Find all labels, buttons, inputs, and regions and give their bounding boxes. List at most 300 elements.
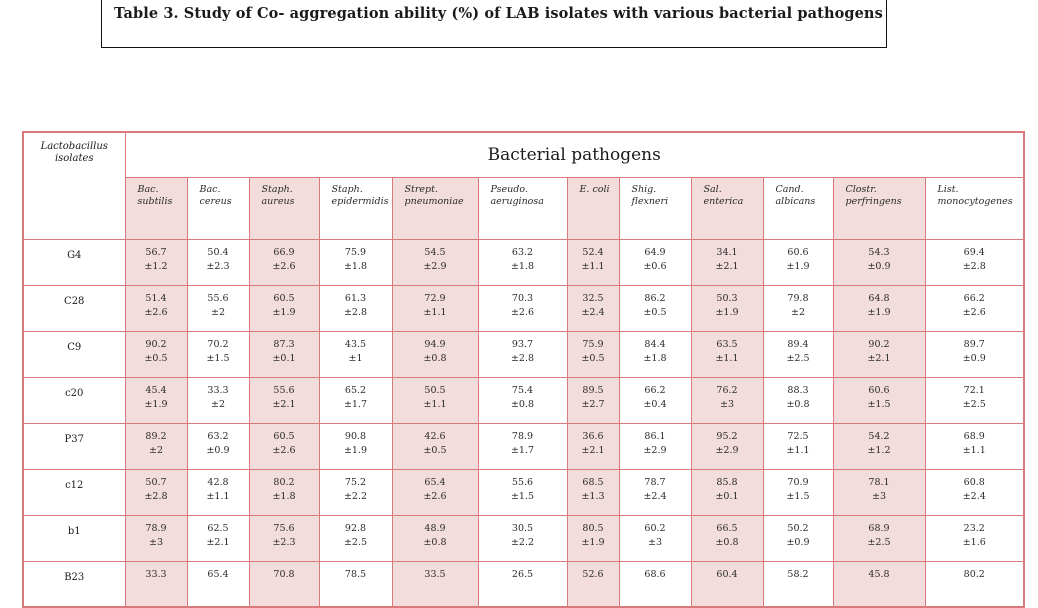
sd-value: ±0.1	[715, 490, 739, 502]
value-cell	[187, 515, 249, 561]
mean-value: 75.9	[344, 246, 367, 258]
sd-value: ±1.7	[510, 444, 535, 456]
pathogen-header: Sal. enterica	[691, 177, 763, 239]
table-row	[23, 469, 1024, 515]
mean-value: 76.2	[716, 384, 738, 396]
mean-value: 63.2	[511, 246, 534, 258]
value-cell	[833, 377, 925, 423]
value-cell	[691, 515, 763, 561]
sd-value: ±1.1	[715, 352, 739, 364]
pathogen-header: Cand. albicans	[763, 177, 833, 239]
value-cell	[249, 561, 319, 607]
value-cell	[763, 515, 833, 561]
sd-value: ±0.5	[423, 444, 447, 456]
sd-value: ±2.4	[581, 306, 605, 318]
value-cell	[249, 285, 319, 331]
value-cell	[125, 285, 187, 331]
mean-value: 36.6	[582, 430, 604, 442]
mean-value: 61.3	[344, 292, 367, 304]
table-row	[23, 377, 1024, 423]
mean-value: 54.2	[868, 430, 890, 442]
value-cell	[187, 469, 249, 515]
pathogen-header: Bac. cereus	[187, 177, 249, 239]
mean-value: 70.9	[787, 476, 809, 488]
mean-value: 56.7	[145, 246, 167, 258]
mean-value: 69.4	[963, 246, 985, 258]
value-cell	[763, 285, 833, 331]
value-cell	[478, 561, 567, 607]
sd-value: ±1.9	[581, 536, 605, 548]
sd-value: ±2.8	[510, 352, 535, 364]
sd-value: ±2.5	[867, 536, 891, 548]
sd-value: ±2.6	[144, 306, 168, 318]
mean-value: 80.2	[963, 568, 985, 580]
value-cell	[567, 469, 619, 515]
mean-value: 95.2	[716, 430, 738, 442]
mean-value: 33.3	[207, 384, 229, 396]
mean-value: 86.2	[644, 292, 666, 304]
mean-value: 90.2	[145, 338, 167, 350]
sd-value: ±0.8	[786, 398, 810, 410]
sd-value: ±3	[871, 490, 886, 502]
value-cell	[392, 285, 478, 331]
value-cell	[833, 561, 925, 607]
sd-value: ±2.1	[206, 536, 230, 548]
mean-value: 78.9	[511, 430, 534, 442]
value-cell	[392, 515, 478, 561]
sd-value: ±2.8	[962, 260, 986, 272]
value-cell	[691, 423, 763, 469]
sd-value: ±1.1	[581, 260, 605, 272]
value-cell	[691, 377, 763, 423]
mean-value: 89.2	[145, 430, 167, 442]
sd-value: ±2.4	[643, 490, 667, 502]
value-cell	[567, 561, 619, 607]
value-cell	[925, 515, 1024, 561]
coaggregation-table	[22, 131, 1025, 608]
mean-value: 65.4	[207, 568, 229, 580]
mean-value: 89.5	[582, 384, 604, 396]
mean-value: 52.4	[582, 246, 604, 258]
value-cell	[187, 377, 249, 423]
value-cell	[187, 239, 249, 285]
mean-value: 48.9	[424, 522, 446, 534]
sd-value: ±2.2	[343, 490, 368, 502]
sd-value: ±2.1	[715, 260, 739, 272]
value-cell	[763, 423, 833, 469]
value-cell	[249, 377, 319, 423]
sd-value: ±3	[148, 536, 163, 548]
sd-value: ±2.5	[786, 352, 810, 364]
value-cell	[567, 515, 619, 561]
mean-value: 79.8	[787, 292, 809, 304]
mean-value: 65.4	[424, 476, 446, 488]
value-cell	[319, 285, 392, 331]
mean-value: 70.3	[511, 292, 534, 304]
mean-value: 60.5	[273, 292, 295, 304]
mean-value: 45.8	[868, 568, 890, 580]
mean-value: 68.6	[644, 568, 666, 580]
value-cell	[319, 331, 392, 377]
value-cell	[319, 469, 392, 515]
table-row	[23, 561, 1024, 607]
mean-value: 55.6	[273, 384, 295, 396]
value-cell	[478, 515, 567, 561]
pathogen-header: Strept. pneumoniae	[392, 177, 478, 239]
sd-value: ±2.9	[715, 444, 739, 456]
mean-value: 92.8	[344, 522, 367, 534]
value-cell	[619, 377, 691, 423]
sd-value: ±0.8	[423, 536, 447, 548]
value-cell	[763, 469, 833, 515]
value-cell	[619, 469, 691, 515]
mean-value: 72.1	[963, 384, 985, 396]
value-cell	[125, 423, 187, 469]
value-cell	[319, 561, 392, 607]
table-caption-box	[101, 0, 887, 48]
sd-value: ±2	[210, 398, 225, 410]
value-cell	[478, 239, 567, 285]
mean-value: 78.5	[344, 568, 367, 580]
mean-value: 26.5	[511, 568, 534, 580]
mean-value: 68.9	[963, 430, 985, 442]
pathogen-header: Bac. subtilis	[125, 177, 187, 239]
sd-value: ±2.2	[510, 536, 535, 548]
mean-value: 68.5	[582, 476, 604, 488]
pathogen-header: Pseudo. aeruginosa	[478, 177, 567, 239]
mean-value: 58.2	[787, 568, 809, 580]
pathogen-header: List. monocytogenes	[925, 177, 1024, 239]
value-cell	[249, 331, 319, 377]
isolate-label: b1	[23, 515, 125, 561]
mean-value: 64.9	[644, 246, 666, 258]
value-cell	[125, 377, 187, 423]
sd-value: ±1.6	[962, 536, 986, 548]
sd-value: ±0.5	[643, 306, 667, 318]
sd-value: ±2.9	[423, 260, 447, 272]
mean-value: 42.8	[207, 476, 229, 488]
mean-value: 75.4	[511, 384, 534, 396]
sd-value: ±1.1	[423, 306, 447, 318]
sd-value: ±1.9	[343, 444, 368, 456]
sd-value: ±0.9	[786, 536, 810, 548]
value-cell	[925, 239, 1024, 285]
sd-value: ±1.8	[343, 260, 368, 272]
mean-value: 51.4	[145, 292, 167, 304]
sd-value: ±0.9	[206, 444, 230, 456]
value-cell	[567, 239, 619, 285]
sd-value: ±2.7	[581, 398, 605, 410]
sd-value: ±1.2	[867, 444, 891, 456]
pathogen-header: E. coli	[567, 177, 619, 239]
sd-value: ±2.4	[962, 490, 986, 502]
value-cell	[925, 561, 1024, 607]
sd-value: ±2.1	[867, 352, 891, 364]
corner-header: Lactobacillus isolates	[23, 132, 125, 239]
mean-value: 75.2	[344, 476, 367, 488]
value-cell	[125, 561, 187, 607]
value-cell	[567, 423, 619, 469]
pathogen-header: Shig. flexneri	[619, 177, 691, 239]
pathogen-header: Staph. aureus	[249, 177, 319, 239]
mean-value: 23.2	[963, 522, 985, 534]
mean-value: 33.5	[424, 568, 446, 580]
value-cell	[833, 515, 925, 561]
mean-value: 68.9	[868, 522, 890, 534]
value-cell	[619, 331, 691, 377]
mean-value: 72.9	[424, 292, 446, 304]
value-cell	[763, 377, 833, 423]
mean-value: 30.5	[511, 522, 534, 534]
value-cell	[319, 239, 392, 285]
value-cell	[833, 239, 925, 285]
value-cell	[567, 331, 619, 377]
mean-value: 60.6	[868, 384, 890, 396]
value-cell	[187, 285, 249, 331]
mean-value: 62.5	[207, 522, 229, 534]
pathogen-header-row	[23, 177, 1024, 239]
value-cell	[925, 469, 1024, 515]
sd-value: ±2.6	[962, 306, 986, 318]
mean-value: 45.4	[145, 384, 167, 396]
mean-value: 89.4	[787, 338, 809, 350]
sd-value: ±2.9	[643, 444, 667, 456]
value-cell	[478, 331, 567, 377]
mean-value: 89.7	[963, 338, 985, 350]
mean-value: 33.3	[145, 568, 167, 580]
mean-value: 90.2	[868, 338, 890, 350]
value-cell	[763, 239, 833, 285]
value-cell	[392, 331, 478, 377]
value-cell	[392, 561, 478, 607]
value-cell	[125, 515, 187, 561]
mean-value: 64.8	[868, 292, 890, 304]
sd-value: ±1.9	[786, 260, 810, 272]
mean-value: 80.5	[582, 522, 604, 534]
sd-value: ±0.8	[715, 536, 739, 548]
sd-value: ±1.1	[423, 398, 447, 410]
value-cell	[319, 423, 392, 469]
mean-value: 84.4	[644, 338, 666, 350]
value-cell	[691, 285, 763, 331]
mean-value: 63.5	[716, 338, 738, 350]
mean-value: 78.7	[644, 476, 666, 488]
sd-value: ±1.8	[643, 352, 667, 364]
sd-value: ±1.9	[867, 306, 891, 318]
sd-value: ±2	[790, 306, 805, 318]
mean-value: 50.2	[787, 522, 809, 534]
table-row	[23, 331, 1024, 377]
isolate-label: B23	[23, 561, 125, 607]
mean-value: 60.5	[273, 430, 295, 442]
sd-value: ±2.6	[272, 260, 296, 272]
sd-value: ±2.5	[962, 398, 986, 410]
value-cell	[833, 423, 925, 469]
mean-value: 60.8	[963, 476, 985, 488]
mean-value: 54.5	[424, 246, 446, 258]
value-cell	[187, 331, 249, 377]
sd-value: ±1.3	[581, 490, 605, 502]
value-cell	[392, 377, 478, 423]
sd-value: ±1.8	[510, 260, 535, 272]
sd-value: ±2.5	[343, 536, 368, 548]
mean-value: 42.6	[424, 430, 446, 442]
isolate-label: c12	[23, 469, 125, 515]
value-cell	[478, 423, 567, 469]
sd-value: ±0.9	[962, 352, 986, 364]
sd-value: ±0.1	[272, 352, 296, 364]
sd-value: ±2.1	[581, 444, 605, 456]
table-row	[23, 423, 1024, 469]
sd-value: ±1.5	[206, 352, 230, 364]
value-cell	[187, 423, 249, 469]
sd-value: ±2	[148, 444, 163, 456]
sd-value: ±2.6	[272, 444, 296, 456]
sd-value: ±1.5	[510, 490, 535, 502]
sd-value: ±2	[210, 306, 225, 318]
sd-value: ±1.9	[715, 306, 739, 318]
mean-value: 70.8	[273, 568, 295, 580]
mean-value: 88.3	[787, 384, 809, 396]
mean-value: 60.4	[716, 568, 738, 580]
value-cell	[619, 561, 691, 607]
mean-value: 43.5	[344, 338, 367, 350]
value-cell	[833, 331, 925, 377]
mean-value: 90.8	[344, 430, 367, 442]
value-cell	[833, 285, 925, 331]
sd-value: ±0.5	[581, 352, 605, 364]
value-cell	[763, 331, 833, 377]
value-cell	[392, 469, 478, 515]
sd-value: ±1.7	[343, 398, 368, 410]
sd-value: ±1.5	[786, 490, 810, 502]
value-cell	[691, 561, 763, 607]
value-cell	[478, 469, 567, 515]
sd-value: ±1.1	[786, 444, 810, 456]
value-cell	[619, 515, 691, 561]
mean-value: 50.7	[145, 476, 167, 488]
table-row	[23, 239, 1024, 285]
isolate-label: C9	[23, 331, 125, 377]
mean-value: 55.6	[207, 292, 229, 304]
value-cell	[619, 423, 691, 469]
sd-value: ±2.8	[144, 490, 168, 502]
value-cell	[567, 377, 619, 423]
mean-value: 93.7	[511, 338, 534, 350]
value-cell	[925, 285, 1024, 331]
value-cell	[478, 285, 567, 331]
pathogen-header: Staph. epidermidis	[319, 177, 392, 239]
value-cell	[763, 561, 833, 607]
mean-value: 75.6	[273, 522, 295, 534]
value-cell	[249, 469, 319, 515]
sd-value: ±1.2	[144, 260, 168, 272]
value-cell	[478, 377, 567, 423]
sd-value: ±0.5	[144, 352, 168, 364]
mean-value: 32.5	[582, 292, 604, 304]
sd-value: ±1.5	[867, 398, 891, 410]
value-cell	[925, 423, 1024, 469]
value-cell	[691, 331, 763, 377]
mean-value: 87.3	[273, 338, 295, 350]
table-body	[23, 239, 1024, 607]
sd-value: ±1.8	[272, 490, 296, 502]
sd-value: ±0.9	[867, 260, 891, 272]
value-cell	[125, 239, 187, 285]
mean-value: 50.5	[424, 384, 446, 396]
table-caption: Table 3. Study of Co- aggregation ability (%) of LAB isolates with various bacterial pathogens	[114, 5, 883, 22]
mean-value: 50.3	[716, 292, 738, 304]
value-cell	[319, 377, 392, 423]
value-cell	[619, 239, 691, 285]
mean-value: 78.1	[868, 476, 890, 488]
table-row	[23, 285, 1024, 331]
isolate-label: C28	[23, 285, 125, 331]
sd-value: ±1.9	[272, 306, 296, 318]
mean-value: 60.6	[787, 246, 809, 258]
sd-value: ±0.8	[423, 352, 447, 364]
mean-value: 63.2	[207, 430, 229, 442]
sd-value: ±1.1	[206, 490, 230, 502]
value-cell	[249, 239, 319, 285]
value-cell	[125, 469, 187, 515]
value-cell	[567, 285, 619, 331]
value-cell	[392, 239, 478, 285]
sd-value: ±1	[348, 352, 363, 364]
mean-value: 78.9	[145, 522, 167, 534]
mean-value: 72.5	[787, 430, 809, 442]
mean-value: 86.1	[644, 430, 666, 442]
value-cell	[249, 515, 319, 561]
mean-value: 54.3	[868, 246, 890, 258]
mean-value: 70.2	[207, 338, 229, 350]
sd-value: ±3	[719, 398, 734, 410]
mean-value: 85.8	[716, 476, 738, 488]
mean-value: 52.6	[582, 568, 604, 580]
mean-value: 34.1	[716, 246, 738, 258]
sd-value: ±0.8	[510, 398, 535, 410]
sd-value: ±3	[647, 536, 662, 548]
mean-value: 94.9	[424, 338, 446, 350]
mean-value: 55.6	[511, 476, 534, 488]
sd-value: ±0.4	[643, 398, 667, 410]
sd-value: ±0.6	[643, 260, 667, 272]
mean-value: 80.2	[273, 476, 295, 488]
value-cell	[392, 423, 478, 469]
value-cell	[925, 331, 1024, 377]
isolate-label: P37	[23, 423, 125, 469]
mean-value: 75.9	[582, 338, 604, 350]
table-row	[23, 515, 1024, 561]
mean-value: 65.2	[344, 384, 367, 396]
value-cell	[249, 423, 319, 469]
value-cell	[187, 561, 249, 607]
value-cell	[125, 331, 187, 377]
value-cell	[319, 515, 392, 561]
mean-value: 66.5	[716, 522, 738, 534]
value-cell	[691, 239, 763, 285]
value-cell	[925, 377, 1024, 423]
sd-value: ±1.1	[962, 444, 986, 456]
mean-value: 50.4	[207, 246, 229, 258]
value-cell	[833, 469, 925, 515]
mean-value: 66.2	[644, 384, 666, 396]
isolate-label: c20	[23, 377, 125, 423]
sd-value: ±2.1	[272, 398, 296, 410]
sd-value: ±2.3	[272, 536, 296, 548]
sd-value: ±2.3	[206, 260, 230, 272]
sd-value: ±2.6	[510, 306, 535, 318]
